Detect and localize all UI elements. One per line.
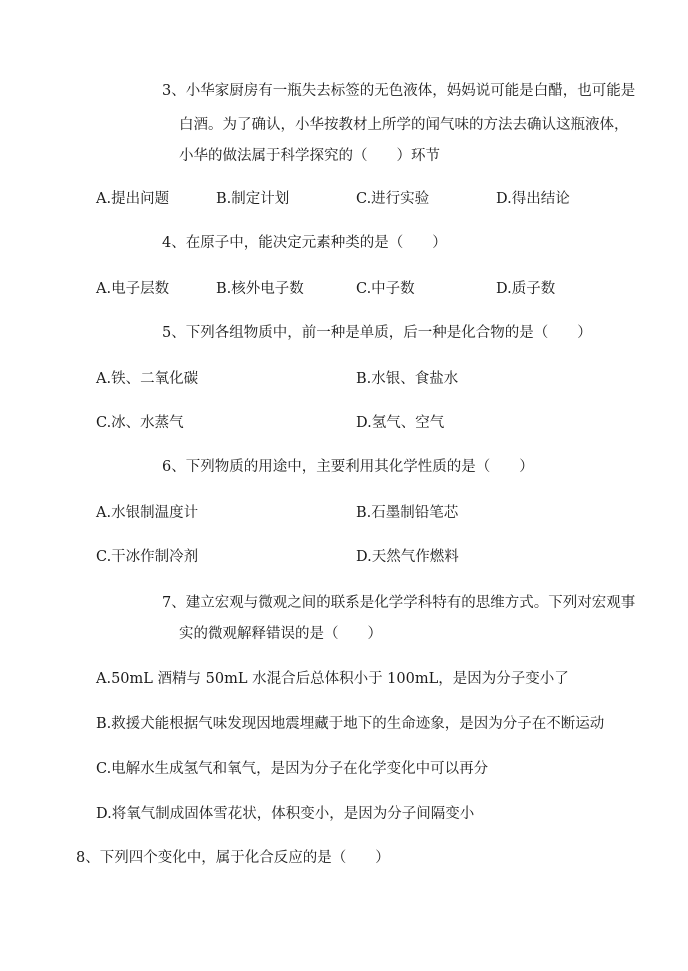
question-3-line-2: 白酒。为了确认，小华按教材上所学的闻气味的方法去确认这瓶液体， (179, 117, 629, 133)
question-4-line-1: 4、在原子中，能决定元素种类的是（ ） (162, 235, 447, 251)
question-4-option-d: D.质子数 (496, 281, 556, 297)
question-5-option-c: C.冰、水蒸气 (96, 415, 184, 431)
question-5-line-1: 5、下列各组物质中，前一种是单质，后一种是化合物的是（ ） (162, 325, 592, 341)
question-4-option-a: A.电子层数 (96, 281, 170, 297)
question-5-option-d: D.氢气、空气 (356, 415, 445, 431)
question-5-option-b: B.水银、食盐水 (356, 371, 459, 387)
question-3-option-c: C.进行实验 (356, 191, 430, 207)
question-7-option-d: D.将氧气制成固体雪花状，体积变小，是因为分子间隔变小 (96, 806, 475, 822)
question-4-option-b: B.核外电子数 (216, 281, 304, 297)
question-3-line-3: 小华的做法属于科学探究的（ ）环节 (179, 148, 440, 164)
question-5-option-a: A.铁、二氧化碳 (96, 371, 199, 387)
question-3-line-1: 3、小华家厨房有一瓶失去标签的无色液体，妈妈说可能是白醋，也可能是 (162, 83, 636, 99)
question-7-option-b: B.救援犬能根据气味发现因地震埋藏于地下的生命迹象，是因为分子在不断运动 (96, 716, 605, 732)
question-7-option-a: A.50mL 酒精与 50mL 水混合后总体积小于 100mL，是因为分子变小了 (96, 671, 569, 687)
question-6-option-a: A.水银制温度计 (96, 505, 199, 521)
question-8-line-1: 8、下列四个变化中，属于化合反应的是（ ） (76, 850, 390, 866)
question-6-option-c: C.干冰作制冷剂 (96, 549, 199, 565)
question-6-option-d: D.天然气作燃料 (356, 549, 459, 565)
question-7-line-2: 实的微观解释错误的是（ ） (179, 626, 382, 642)
question-6-line-1: 6、下列物质的用途中，主要利用其化学性质的是（ ） (162, 459, 534, 475)
question-3-option-a: A.提出问题 (96, 191, 170, 207)
question-7-line-1: 7、建立宏观与微观之间的联系是化学学科特有的思维方式。下列对宏观事 (162, 595, 636, 611)
question-7-option-c: C.电解水生成氢气和氧气，是因为分子在化学变化中可以再分 (96, 761, 489, 777)
question-3-option-d: D.得出结论 (496, 191, 570, 207)
question-3-option-b: B.制定计划 (216, 191, 290, 207)
question-4-option-c: C.中子数 (356, 281, 415, 297)
question-6-option-b: B.石墨制铅笔芯 (356, 505, 459, 521)
